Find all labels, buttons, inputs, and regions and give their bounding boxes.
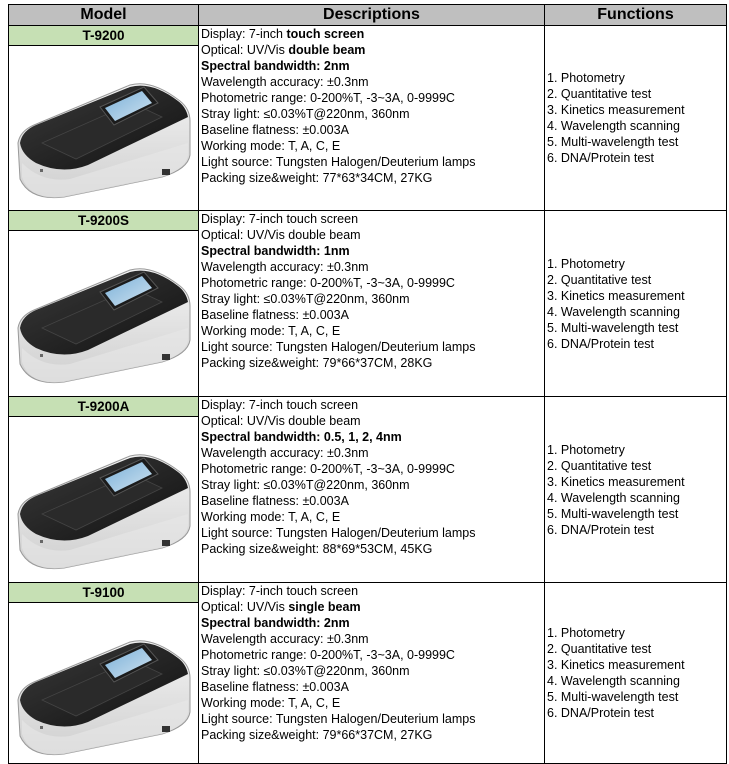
wavelength-spec: Wavelength accuracy: ±0.3nm (201, 260, 369, 274)
optical-spec (201, 227, 544, 243)
optical-spec-text: Optical: UV/Vis double beam (201, 414, 361, 428)
display-spec (201, 397, 544, 413)
photometric-spec: Photometric range: 0-200%T, -3~3A, 0-9999C (201, 91, 455, 105)
model-cell (9, 26, 199, 211)
descriptions-column-header: Descriptions (199, 5, 545, 26)
function-item: 5. Multi-wavelength test (547, 135, 679, 149)
spectrophotometer-icon (12, 422, 196, 572)
optical-spec (201, 413, 544, 429)
model-name: T-9200S (9, 211, 198, 231)
spectrophotometer-icon (12, 51, 196, 201)
function-item: 3. Kinetics measurement (547, 658, 685, 672)
packing-spec: Packing size&weight: 79*66*37CM, 28KG (201, 356, 433, 370)
baseline-spec: Baseline flatness: ±0.003A (201, 680, 349, 694)
functions-cell (545, 26, 727, 211)
functions-column-header: Functions (545, 5, 727, 26)
function-item: 1. Photometry (547, 256, 625, 271)
table-row (9, 583, 727, 764)
wavelength-spec: Wavelength accuracy: ±0.3nm (201, 75, 369, 89)
bandwidth-spec (201, 243, 544, 259)
model-name: T-9100 (9, 583, 198, 603)
spectrophotometer-image (9, 46, 198, 206)
optical-spec (201, 599, 544, 615)
optical-spec-emphasis: double beam (288, 43, 366, 57)
description-cell (199, 211, 545, 397)
stray-light-spec: Stray light: ≤0.03%T@220nm, 360nm (201, 107, 410, 121)
header-row (9, 5, 727, 26)
product-comparison-table (8, 4, 727, 764)
function-item: 3. Kinetics measurement (547, 474, 685, 489)
function-item: 5. Multi-wavelength test (547, 506, 679, 521)
light-source-spec: Light source: Tungsten Halogen/Deuterium lamps (201, 526, 476, 540)
light-source-spec: Light source: Tungsten Halogen/Deuterium lamps (201, 155, 476, 169)
spectrophotometer-icon (12, 608, 196, 758)
wavelength-spec: Wavelength accuracy: ±0.3nm (201, 446, 369, 460)
display-spec-text: Display: 7-inch (201, 27, 287, 41)
bandwidth-spec-text: Spectral bandwidth: 2nm (201, 616, 350, 630)
function-item: 5. Multi-wavelength test (547, 690, 679, 704)
spectrophotometer-image (9, 603, 198, 763)
stray-light-spec: Stray light: ≤0.03%T@220nm, 360nm (201, 664, 410, 678)
bandwidth-spec-text: Spectral bandwidth: 0.5, 1, 2, 4nm (201, 430, 402, 444)
photometric-spec: Photometric range: 0-200%T, -3~3A, 0-9999C (201, 648, 455, 662)
function-item: 2. Quantitative test (547, 642, 652, 656)
function-item: 1. Photometry (547, 442, 625, 457)
model-cell (9, 397, 199, 583)
function-item: 6. DNA/Protein test (547, 336, 654, 351)
optical-spec (201, 42, 544, 58)
display-spec (201, 211, 544, 227)
function-item: 2. Quantitative test (547, 87, 652, 101)
bandwidth-spec (201, 615, 544, 631)
spectrophotometer-image (9, 231, 198, 391)
functions-cell (545, 211, 727, 397)
display-spec-text: Display: 7-inch touch screen (201, 584, 359, 598)
model-name: T-9200A (9, 397, 198, 417)
function-item: 3. Kinetics measurement (547, 103, 685, 117)
functions-cell (545, 583, 727, 764)
stray-light-spec: Stray light: ≤0.03%T@220nm, 360nm (201, 478, 410, 492)
stray-light-spec: Stray light: ≤0.03%T@220nm, 360nm (201, 292, 410, 306)
model-column-header: Model (9, 5, 199, 26)
light-source-spec: Light source: Tungsten Halogen/Deuterium lamps (201, 340, 476, 354)
model-cell (9, 211, 199, 397)
working-mode-spec: Working mode: T, A, C, E (201, 696, 341, 710)
model-name: T-9200 (9, 26, 198, 46)
bandwidth-spec-text: Spectral bandwidth: 2nm (201, 59, 350, 73)
optical-spec-text: Optical: UV/Vis double beam (201, 228, 361, 242)
spectrophotometer-icon (12, 236, 196, 386)
bandwidth-spec (201, 429, 544, 445)
wavelength-spec: Wavelength accuracy: ±0.3nm (201, 632, 369, 646)
function-item: 1. Photometry (547, 626, 625, 640)
photometric-spec: Photometric range: 0-200%T, -3~3A, 0-9999C (201, 462, 455, 476)
photometric-spec: Photometric range: 0-200%T, -3~3A, 0-9999C (201, 276, 455, 290)
bandwidth-spec (201, 58, 544, 74)
table-row (9, 397, 727, 583)
functions-cell (545, 397, 727, 583)
table-row (9, 211, 727, 397)
function-item: 2. Quantitative test (547, 458, 652, 473)
display-spec-emphasis: touch screen (286, 27, 365, 41)
function-item: 4. Wavelength scanning (547, 674, 680, 688)
bandwidth-spec-text: Spectral bandwidth: 1nm (201, 244, 350, 258)
function-item: 6. DNA/Protein test (547, 522, 654, 537)
function-item: 4. Wavelength scanning (547, 119, 680, 133)
packing-spec: Packing size&weight: 88*69*53CM, 45KG (201, 542, 433, 556)
function-item: 6. DNA/Protein test (547, 706, 654, 720)
baseline-spec: Baseline flatness: ±0.003A (201, 494, 349, 508)
working-mode-spec: Working mode: T, A, C, E (201, 510, 341, 524)
function-item: 3. Kinetics measurement (547, 288, 685, 303)
description-cell (199, 397, 545, 583)
packing-spec: Packing size&weight: 79*66*37CM, 27KG (201, 728, 433, 742)
optical-spec-emphasis: single beam (288, 600, 361, 614)
table-row (9, 26, 727, 211)
baseline-spec: Baseline flatness: ±0.003A (201, 123, 349, 137)
model-cell (9, 583, 199, 764)
optical-spec-text: Optical: UV/Vis (201, 43, 289, 57)
display-spec (201, 26, 544, 42)
spectrophotometer-image (9, 417, 198, 577)
description-cell (199, 583, 545, 764)
description-cell (199, 26, 545, 211)
baseline-spec: Baseline flatness: ±0.003A (201, 308, 349, 322)
function-item: 6. DNA/Protein test (547, 151, 654, 165)
packing-spec: Packing size&weight: 77*63*34CM, 27KG (201, 171, 433, 185)
light-source-spec: Light source: Tungsten Halogen/Deuterium lamps (201, 712, 476, 726)
display-spec-text: Display: 7-inch touch screen (201, 212, 359, 226)
function-item: 1. Photometry (547, 71, 625, 85)
function-item: 2. Quantitative test (547, 272, 652, 287)
working-mode-spec: Working mode: T, A, C, E (201, 324, 341, 338)
working-mode-spec: Working mode: T, A, C, E (201, 139, 341, 153)
function-item: 4. Wavelength scanning (547, 490, 680, 505)
display-spec-text: Display: 7-inch touch screen (201, 398, 359, 412)
optical-spec-text: Optical: UV/Vis (201, 600, 289, 614)
display-spec (201, 583, 544, 599)
function-item: 4. Wavelength scanning (547, 304, 680, 319)
function-item: 5. Multi-wavelength test (547, 320, 679, 335)
